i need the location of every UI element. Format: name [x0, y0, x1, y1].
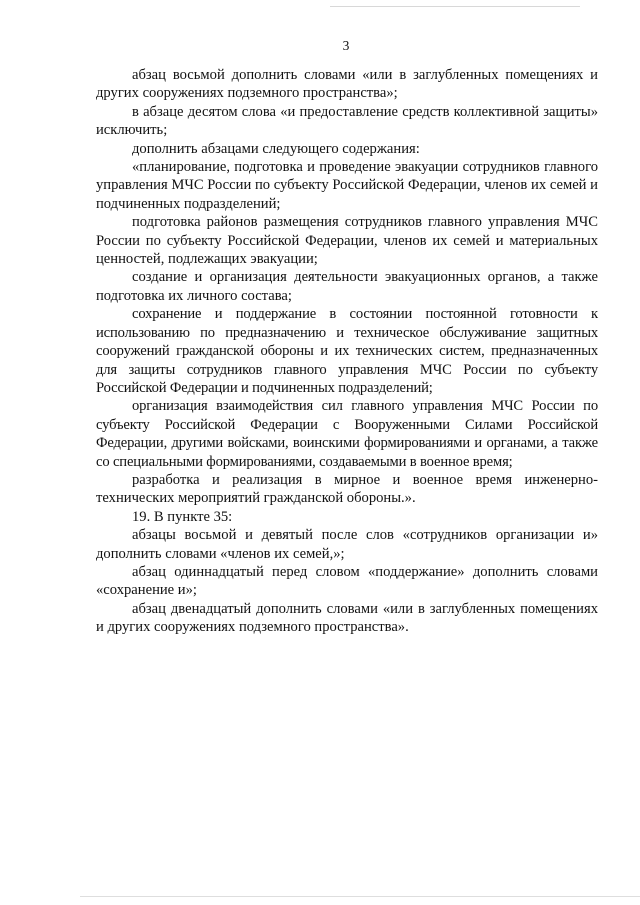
- paragraph: создание и организация деятельности эвакуационных органов, а также подготовка их личного состава;: [96, 269, 598, 304]
- document-body: [96, 66, 598, 637]
- page-number: 3: [342, 38, 350, 53]
- paragraph: 19. В пункте 35:: [132, 508, 233, 525]
- paragraph: разработка и реализация в мирное и военное время инженерно-технических мероприятий гражданской обороны.».: [96, 471, 598, 507]
- paragraph: абзац восьмой дополнить словами «или в заглубленных помещениях и других сооружениях подземного пространства»;: [96, 67, 598, 102]
- paragraph: абзац одиннадцатый перед словом «поддержание» дополнить словами «сохранение и»;: [96, 563, 598, 599]
- scan-artifact-line: [80, 896, 640, 897]
- paragraph: организация взаимодействия сил главного управления МЧС России по субъекту Российской Федерации с Вооруженными Силами Российской Федерации, другими войсками, воинскими формированиями и органами, а также со специальными формированиями, создаваемыми в военное время;: [96, 398, 598, 470]
- paragraph: дополнить абзацами следующего содержания:: [132, 140, 420, 157]
- paragraph: подготовка районов размещения сотрудников главного управления МЧС России по субъекту Российской Федерации, членов их семей и материальных ценностей, подлежащих эвакуации;: [96, 214, 598, 268]
- paragraph: сохранение и поддержание в состоянии постоянной готовности к использованию по предназначению и техническое обслуживание защитных сооружений гражданской обороны и их технических систем, предназначенных для защиты сотрудников главного управления МЧС России по субъекту Российской Федерации и подчиненных подразделений;: [96, 306, 598, 396]
- scan-artifact-line: [330, 6, 580, 7]
- paragraph: «планирование, подготовка и проведение эвакуации сотрудников главного управления МЧС России по субъекту Российской Федерации, членов их семей и подчиненных подразделений;: [96, 159, 598, 212]
- paragraph: абзацы восьмой и девятый после слов «сотрудников организации и» дополнить словами «членов их семей,»;: [96, 527, 598, 562]
- paragraph: в абзаце десятом слова «и предоставление средств коллективной защиты» исключить;: [96, 103, 598, 139]
- paragraph: абзац двенадцатый дополнить словами «или в заглубленных помещениях и других сооружениях подземного пространства».: [96, 600, 598, 636]
